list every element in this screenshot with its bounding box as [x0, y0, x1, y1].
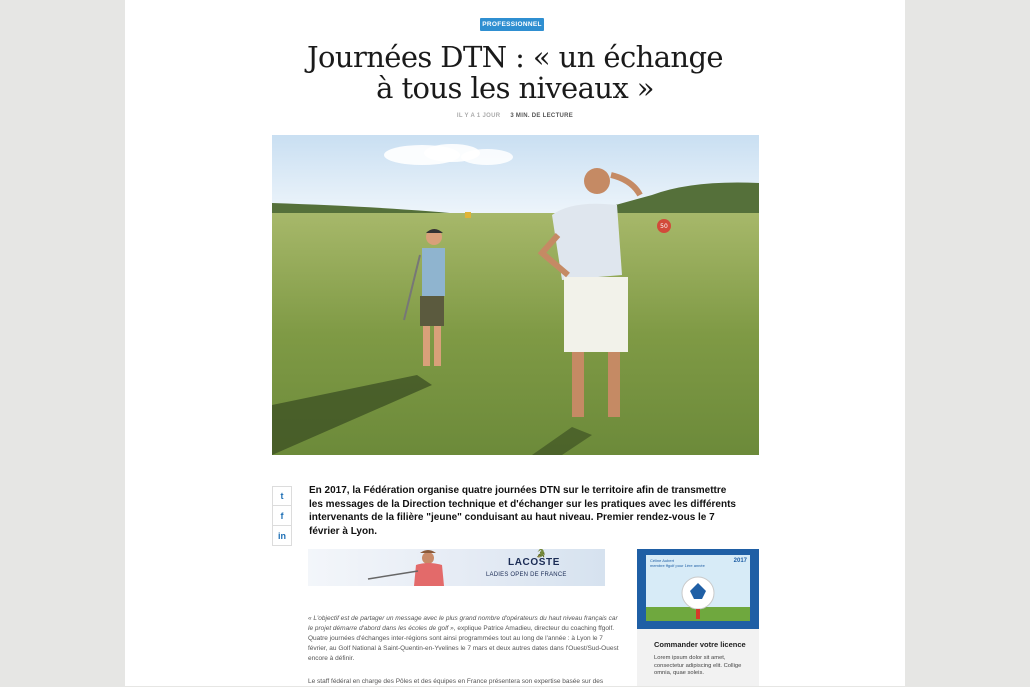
ad-brand: LACOSTE: [508, 557, 560, 568]
facebook-share-button[interactable]: [272, 506, 292, 526]
article-lead: En 2017, la Fédération organise quatre journées DTN sur le territoire afin de transmettre les messages de la Direction technique et d'échanger sur les pratiques avec les différents intervenants de la filière "jeune" conduisant au haut niveau. Premier rendez-vous le 7 février à Lyon.: [309, 485, 736, 537]
article-page: [125, 0, 905, 686]
article-paragraph: [308, 614, 620, 664]
category-badge[interactable]: PROFESSIONNEL: [480, 18, 544, 31]
order-license-link[interactable]: Commander votre licence: [654, 640, 746, 649]
card-holder-subtitle: membre ffgolf pour 1ère année: [650, 563, 705, 568]
license-card-image: [637, 549, 759, 629]
golf-photo: [272, 135, 759, 455]
card-holder: [650, 558, 710, 568]
linkedin-icon: in: [278, 530, 286, 541]
license-promo-card[interactable]: [637, 549, 759, 686]
title-line-1: Journées DTN : « un échange: [306, 40, 723, 74]
reading-time: 3 MIN. DE LECTURE: [510, 113, 574, 119]
hero-image: [272, 135, 759, 455]
quote-text: « L'objectif est de partager un message avec le plus grand nombre d'opérateurs du haut niveau français car le projet démarre d'abord dans les écoles de golf »: [308, 615, 618, 632]
crocodile-logo-icon: 🐊: [536, 549, 546, 558]
lacoste-ad-banner[interactable]: [308, 549, 605, 586]
share-bar: [272, 486, 292, 546]
card-year: 2017: [733, 558, 747, 564]
article-meta: [425, 113, 605, 119]
title-line-2: à tous les niveaux »: [376, 71, 654, 105]
linkedin-share-button[interactable]: [272, 526, 292, 546]
ad-subtitle: LADIES OPEN DE FRANCE: [486, 572, 567, 578]
promo-text: Lorem ipsum dolor sit amet, consectetur adipiscing elit. Collige omnia, quae soleis.: [654, 655, 742, 676]
publish-date: IL Y A 1 JOUR: [456, 113, 501, 119]
yardage-number: 50: [660, 223, 668, 230]
paragraph-rest: , explique Patrice Amadieu, directeur du coaching ffgolf. Quatre journées d'échanges inter-régions sont ainsi programmées tout au long de l'année : à Lyon le 7 février, au Golf National à Saint-Quentin-en-Yvelines le 7 mars et deux autres dates dans l'Ouest/Sud-Ouest encore à définir.: [308, 625, 619, 662]
twitter-icon: t: [280, 491, 284, 501]
article-title: [275, 42, 755, 104]
article-paragraph-2: Le staff fédéral en charge des Pôles et des équipes en France présentera son expertise basée sur des: [308, 678, 604, 685]
ad-golfer-illustration: [308, 549, 458, 586]
facebook-icon: f: [280, 510, 284, 521]
twitter-share-button[interactable]: [272, 486, 292, 506]
card-holder-name: Céline Aubert: [650, 558, 675, 563]
